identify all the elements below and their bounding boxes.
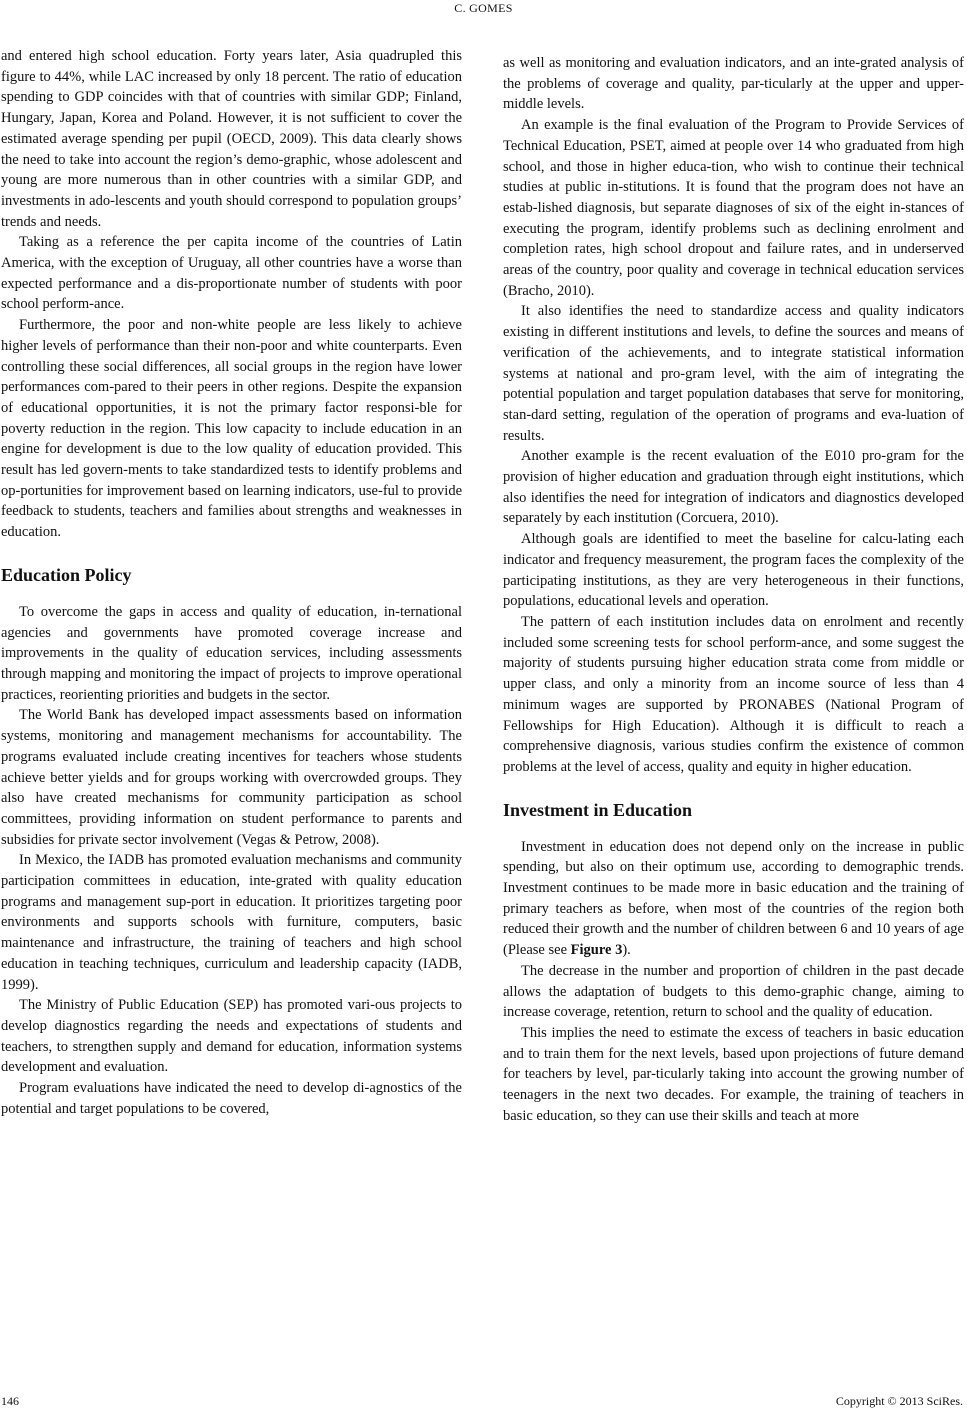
page-number: 146 [1, 1394, 19, 1408]
paragraph-text: Investment in education does not depend only on the increase in public spending, but also on their optimum use, according to demographic trends. Investment continues to be made more in basic education and the training of primary teachers as before, when most of the countries of the region both reduced their growth and the number of children between 6 and 10 years of age (Please see [503, 838, 964, 959]
copyright-notice: Copyright © 2013 SciRes. [835, 1394, 963, 1408]
paragraph: To overcome the gaps in access and quality of education, in-ternational agencies and governments have promoted coverage increase and improvements in the quality of education services, including assessments through mapping and monitoring the impact of projects to improve operational practices, reorienting priorities and budgets in the sector. [1, 603, 462, 703]
paragraph: It also identifies the need to standardize access and quality indicators existing in different institutions and levels, to define the sources and means of verification of the achievements, and to integrate statistical information systems at national and pro-gram level, with the aim of integrating the potential population and target population databases that serve for monitoring, stan-dard setting, regulation of the operation of programs and eva-luation of results. [503, 303, 964, 444]
left-column [1, 46, 462, 1119]
paragraph: In Mexico, the IADB has promoted evaluation mechanisms and community participation committees in education, inte-grated with quality education programs and management sup-port in education. It prioritizes targeting poor environments and supports schools with furniture, computers, basic maintenance and infrastructure, the training of teachers and high school education in teaching techniques, curriculum and leadership capacity (IADB, 1999). [1, 852, 462, 993]
running-header: C. GOMES [454, 1, 513, 15]
paragraph [503, 837, 964, 961]
paragraph: The World Bank has developed impact assessments based on information systems, monitoring and management mechanisms for accountability. The programs evaluated include creating incentives for teachers whose students achieve better yields and for groups working with overcrowded groups. They also have created mechanisms for community participation as school committees, providing information on student performance to parents and subsidies for private sector involvement (Vegas & Petrow, 2008). [1, 707, 462, 848]
paragraph: Another example is the recent evaluation of the E010 pro-gram for the provision of higher education and graduation through eight institutions, which also identifies the need for integration of indicators and diagnostics developed separately by each institution (Corcuera, 2010). [503, 448, 964, 527]
paragraph: This implies the need to estimate the excess of teachers in basic education and to train them for the next levels, based upon projections of future demand for teachers by level, par-ticularly taking into account the growing number of teenagers in the next two decades. For example, the training of teachers in basic education, so they can use their skills and teach at more [503, 1024, 964, 1124]
figure-reference-link[interactable]: Figure 3 [570, 942, 623, 959]
paragraph-text: ). [622, 942, 631, 959]
section-heading-education-policy: Education Policy [1, 564, 132, 585]
paragraph: Program evaluations have indicated the need to develop di-agnostics of the potential and target populations to be covered, [1, 1080, 462, 1117]
paragraph: Taking as a reference the per capita income of the countries of Latin America, with the exception of Uruguay, all other countries have a worse than expected performance and a dis-proportionate number of students with poor school perform-ance. [1, 234, 462, 313]
paragraph: Furthermore, the poor and non-white people are less likely to achieve higher levels of performance than their non-poor and white counterparts. Even controlling these social differences, all social groups in the region have lower performances com-pared to their peers in other regions. Despite the expansion of educational opportunities, it is not the primary factor responsi-ble for poverty reduction in the region. This low capacity to include education in an engine for development is due to the low quality of education provided. This result has led govern-ments to take standardized tests to identify problems and op-portunities for improvement based on learning indicators, use-ful to provide feedback to students, teachers and families about strengths and weaknesses in education. [1, 317, 462, 541]
right-column [503, 53, 964, 1126]
paragraph: as well as monitoring and evaluation indicators, and an inte-grated analysis of the problems of coverage and quality, par-ticularly at the upper and upper-middle levels. [503, 55, 964, 113]
paragraph: Although goals are identified to meet the baseline for calcu-lating each indicator and frequency measurement, the program faces the complexity of the participating institutions, as they are very heterogeneous in their functions, populations, educational levels and operation. [503, 531, 964, 610]
section-heading-investment-in-education: Investment in Education [503, 799, 693, 820]
paragraph: An example is the final evaluation of the Program to Provide Services of Technical Education, PSET, aimed at people over 14 who graduated from high school, and those in higher educa-tion, who wish to continue their technical studies at public in-stitutions. It is found that the program does not have an estab-lished diagnosis, but separate diagnoses of six of the eight in-stances of executing the program, identify problems such as declining enrolment and completion rates, high school dropout and failure rates, and in underserved areas of the country, poor quality and coverage in technical education services (Bracho, 2010). [503, 117, 964, 299]
paragraph: The Ministry of Public Education (SEP) has promoted vari-ous projects to develop diagnostics regarding the needs and expectations of students and teachers, to strengthen supply and demand for education, information systems development and evaluation. [1, 997, 462, 1076]
paragraph: The decrease in the number and proportion of children in the past decade allows the adaptation of budgets to this demo-graphic change, aiming to increase coverage, retention, return to school and the quality of education. [503, 962, 964, 1021]
paragraph: and entered high school education. Forty years later, Asia quadrupled this figure to 44%, while LAC increased by only 18 percent. The ratio of education spending to GDP coincides with that of countries with similar GDP; Finland, Hungary, Japan, Korea and Poland. However, it is not sufficient to cover the estimated average spending per pupil (OECD, 2009). This data clearly shows the need to take into account the region’s demo-graphic, whose adolescent and young are more numerous than in other countries with a similar GDP, and investments in ado-lescents and youth should correspond to population groups’ trends and needs. [1, 48, 462, 230]
paragraph: The pattern of each institution includes data on enrolment and recently included some screening tests for school perform-ance, and some suggest the majority of students pursuing higher education strata come from middle or upper class, and only a minority from an income source of less than 4 minimum wages are supported by PRONABES (National Program of Fellowships for High Education). Although it is difficult to reach a comprehensive diagnosis, various studies confirm the existence of common problems at the level of access, quality and equity in higher education. [503, 613, 964, 775]
